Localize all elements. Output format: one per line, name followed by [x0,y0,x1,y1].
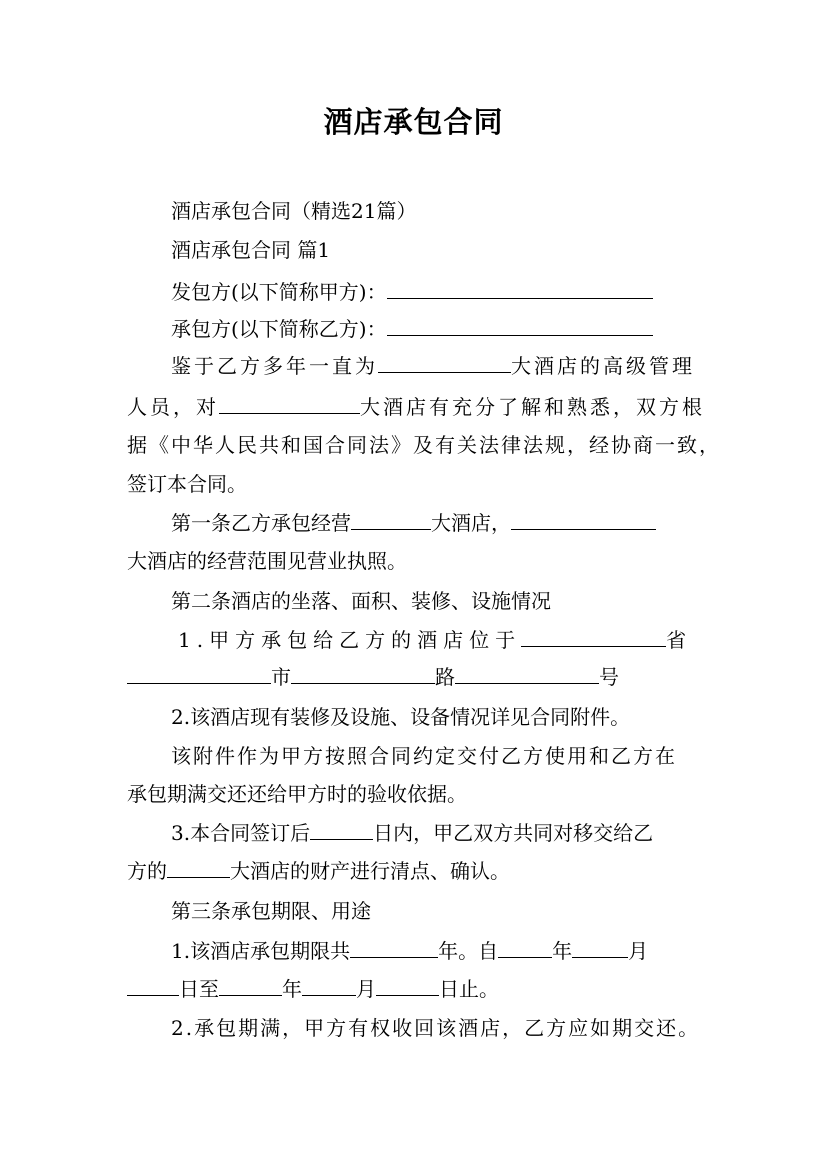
article-2-note-line-1: 该附件作为甲方按照合同约定交付乙方使用和乙方在 [171,744,677,768]
term-years-blank [350,939,438,958]
preamble-line-3: 据《中华人民共和国合同法》及有关法律法规，经协商一致， [127,433,721,457]
document-title: 酒店承包合同 [323,105,504,139]
article-text: 号 [599,665,619,689]
city-prefix-blank [127,665,271,684]
article-text: 日止。 [439,977,499,1001]
hotel-name-blank [511,511,656,530]
start-day-blank [127,977,179,996]
article-2-item-3-line-2 [127,859,510,883]
article-text: 日内，甲乙双方共同对移交给乙 [373,821,654,845]
party-b-blank [387,317,653,336]
article-text: 月 [356,977,376,1001]
article-1-line-2: 大酒店的经营范围见营业执照。 [127,549,407,573]
party-a-line [171,280,653,304]
article-2-item-2: 2.该酒店现有装修及设施、设备情况详见合同附件。 [171,705,631,729]
subtitle-line: 酒店承包合同（精选21篇） [171,199,417,223]
article-text: 市 [271,665,291,689]
article-3-item-1-line-1 [171,939,648,963]
hotel-name-blank [167,859,230,878]
article-text: 1.甲方承包给乙方的酒店位于 [178,628,522,652]
road-blank [291,665,435,684]
article-text: 年。自 [438,939,499,963]
article-text: 3.本合同签订后 [171,821,311,845]
party-a-label: 发包方(以下简称甲方)： [171,280,387,304]
article-3-item-1-line-2 [127,977,499,1001]
preamble-text: 人员，对 [127,395,219,419]
article-2-item-1-line-2 [127,665,619,689]
article-text: 方的 [127,859,167,883]
province-blank [521,628,666,647]
hotel-name-blank [378,354,511,373]
preamble-line-1 [171,354,695,378]
article-2-item-1-line-1 [178,628,692,652]
end-year-blank [219,977,282,996]
preamble-line-2 [127,395,705,419]
article-text: 大酒店， [431,511,511,535]
preamble-line-4: 签订本合同。 [127,472,247,496]
article-3-heading: 第三条承包期限、用途 [171,899,371,923]
article-1-line-1 [171,511,656,535]
article-2-heading: 第二条酒店的坐落、面积、装修、设施情况 [171,589,551,613]
start-year-blank [498,939,552,958]
party-b-label: 承包方(以下简称乙方)： [171,317,387,341]
end-day-blank [376,977,439,996]
article-text: 日至 [179,977,219,1001]
article-text: 第一条乙方承包经营 [171,511,351,535]
article-text: 1.该酒店承包期限共 [171,939,351,963]
article-2-item-3-line-1 [171,821,653,845]
hotel-name-blank [351,511,431,530]
section-heading: 酒店承包合同 篇1 [171,238,331,262]
preamble-text: 大酒店有充分了解和熟悉，双方根 [360,395,705,419]
end-month-blank [302,977,356,996]
article-text: 年 [552,939,573,963]
preamble-text: 鉴于乙方多年一直为 [171,354,378,378]
article-text: 月 [628,939,649,963]
article-text: 年 [282,977,302,1001]
article-3-item-2: 2.承包期满，甲方有权收回该酒店，乙方应如期交还。 [171,1016,701,1040]
article-2-note-line-2: 承包期满交还还给甲方时的验收依据。 [127,782,467,806]
days-blank [310,821,373,840]
article-text: 路 [435,665,455,689]
hotel-name-blank [219,395,360,414]
preamble-text: 大酒店的高级管理 [511,354,695,378]
article-text: 大酒店的财产进行清点、确认。 [230,859,510,883]
party-b-line [171,317,653,341]
article-text: 省 [666,628,693,652]
party-a-blank [387,280,653,299]
start-month-blank [572,939,628,958]
number-blank [455,665,599,684]
